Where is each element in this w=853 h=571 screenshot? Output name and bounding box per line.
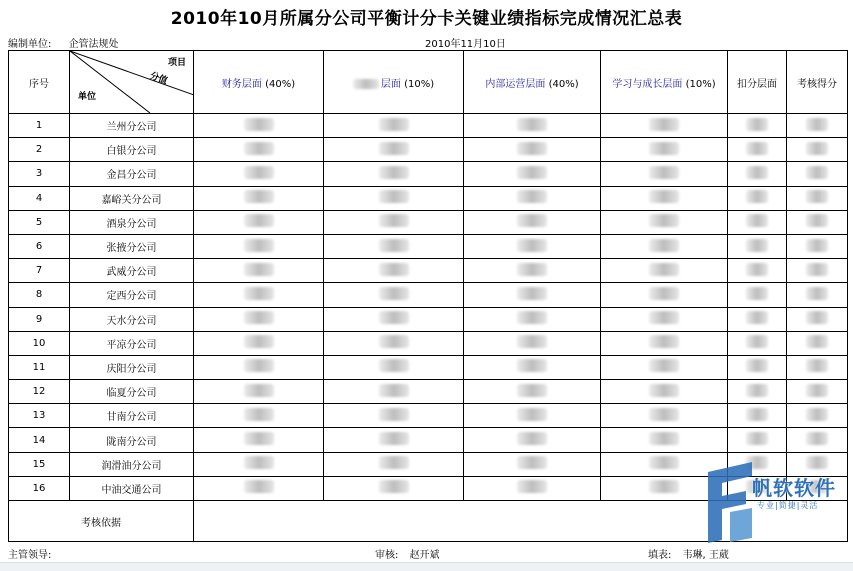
cell-internal: [464, 428, 601, 452]
row-company-name: 张掖分公司: [70, 234, 194, 258]
redacted-value: [379, 456, 409, 469]
preparer-name: 韦琳, 王葳: [682, 550, 729, 561]
footer-reviewer: [375, 546, 440, 561]
cell-deduct: [728, 380, 787, 404]
redacted-value: [517, 214, 547, 227]
redacted-value: [649, 408, 679, 421]
redacted-value: [746, 142, 768, 155]
redacted-value: [649, 166, 679, 179]
cell-customer: [324, 331, 464, 355]
redacted-value: [517, 263, 547, 276]
redacted-value: [649, 190, 679, 203]
cell-internal: [464, 114, 601, 138]
redacted-value: [649, 118, 679, 131]
cell-finance: [194, 355, 324, 379]
cell-finance: [194, 476, 324, 500]
redacted-value: [379, 166, 409, 179]
cell-internal: [464, 307, 601, 331]
redacted-value: [517, 480, 547, 493]
cell-finance: [194, 331, 324, 355]
cell-internal: [464, 283, 601, 307]
cell-internal: [464, 331, 601, 355]
cell-deduct: [728, 210, 787, 234]
cell-deduct: [728, 162, 787, 186]
table-row: [9, 259, 848, 283]
row-seq: 12: [9, 380, 70, 404]
cell-customer: [324, 452, 464, 476]
redacted-value: [746, 359, 768, 372]
row-seq: 11: [9, 355, 70, 379]
cell-score: [787, 138, 848, 162]
cell-customer: [324, 404, 464, 428]
cell-learning: [601, 404, 728, 428]
row-company-name: 兰州分公司: [70, 114, 194, 138]
header-finance-label: 财务层面: [221, 78, 262, 90]
redacted-value: [244, 166, 274, 179]
redacted-value: [517, 142, 547, 155]
header-finance: [194, 51, 324, 114]
cell-learning: [601, 210, 728, 234]
row-seq: 13: [9, 404, 70, 428]
cell-finance: [194, 404, 324, 428]
redacted-value: [649, 214, 679, 227]
row-company-name: 武威分公司: [70, 259, 194, 283]
cell-internal: [464, 259, 601, 283]
redacted-value: [244, 408, 274, 421]
cell-finance: [194, 452, 324, 476]
header-customer: [324, 51, 464, 114]
row-company-name: 中油交通公司: [70, 476, 194, 500]
cell-internal: [464, 380, 601, 404]
table-row: [9, 331, 848, 355]
row-seq: 3: [9, 162, 70, 186]
row-company-name: 天水分公司: [70, 307, 194, 331]
redacted-value: [517, 190, 547, 203]
header-learning: [601, 51, 728, 114]
header-deduct: 扣分层面: [728, 51, 787, 114]
cell-deduct: [728, 307, 787, 331]
redacted-value: [244, 311, 274, 324]
row-company-name: 定西分公司: [70, 283, 194, 307]
corner-label-unit: 单位: [78, 92, 97, 102]
cell-score: [787, 307, 848, 331]
redacted-value: [649, 239, 679, 252]
cell-finance: [194, 186, 324, 210]
cell-customer: [324, 428, 464, 452]
table-row: [9, 210, 848, 234]
row-seq: 1: [9, 114, 70, 138]
redacted-value: [379, 432, 409, 445]
table-row: [9, 307, 848, 331]
redacted-value: [379, 142, 409, 155]
redacted-value: [806, 287, 828, 300]
row-company-name: 平凉分公司: [70, 331, 194, 355]
row-seq: 14: [9, 428, 70, 452]
redacted-value: [379, 118, 409, 131]
cell-learning: [601, 331, 728, 355]
redacted-value: [746, 239, 768, 252]
cell-deduct: [728, 138, 787, 162]
redacted-value: [379, 239, 409, 252]
redacted-value: [244, 287, 274, 300]
cell-score: [787, 380, 848, 404]
header-internal-label: 内部运营层面: [485, 78, 546, 90]
redacted-value: [379, 287, 409, 300]
report-title: 2010年10月所属分公司平衡计分卡关键业绩指标完成情况汇总表: [170, 9, 683, 29]
redacted-value: [649, 335, 679, 348]
reviewer-name: 赵开斌: [409, 550, 440, 561]
redacted-value: [649, 432, 679, 445]
redacted-value: [746, 190, 768, 203]
cell-internal: [464, 234, 601, 258]
row-company-name: 金昌分公司: [70, 162, 194, 186]
row-company-name: 临夏分公司: [70, 380, 194, 404]
table-row: [9, 162, 848, 186]
redacted-value: [649, 142, 679, 155]
redacted-value: [379, 214, 409, 227]
cell-finance: [194, 114, 324, 138]
redacted-value: [517, 166, 547, 179]
redacted-value: [517, 287, 547, 300]
footer-supervisor: 主管领导:: [8, 550, 52, 561]
cell-deduct: [728, 234, 787, 258]
cell-customer: [324, 476, 464, 500]
cell-score: [787, 186, 848, 210]
redacted-value: [649, 480, 679, 493]
cell-deduct: [728, 114, 787, 138]
cell-score: [787, 404, 848, 428]
cell-score: [787, 162, 848, 186]
row-seq: 10: [9, 331, 70, 355]
row-seq: 4: [9, 186, 70, 210]
redacted-value: [517, 456, 547, 469]
row-seq: 6: [9, 234, 70, 258]
assessment-basis-label: 考核依据: [9, 501, 194, 542]
cell-deduct: [728, 331, 787, 355]
cell-internal: [464, 210, 601, 234]
row-company-name: 酒泉分公司: [70, 210, 194, 234]
redacted-value: [517, 384, 547, 397]
table-row: [9, 404, 848, 428]
report-date: 2010年11月10日: [425, 39, 506, 50]
cell-finance: [194, 259, 324, 283]
cell-customer: [324, 162, 464, 186]
redacted-value: [746, 287, 768, 300]
redacted-value: [806, 214, 828, 227]
cell-finance: [194, 210, 324, 234]
cell-score: [787, 259, 848, 283]
cell-finance: [194, 428, 324, 452]
row-seq: 2: [9, 138, 70, 162]
watermark-tagline: 专业|简捷|灵活: [757, 501, 819, 510]
redacted-value: [746, 384, 768, 397]
cell-deduct: [728, 186, 787, 210]
cell-score: [787, 355, 848, 379]
redacted-value: [806, 239, 828, 252]
redacted-value: [649, 263, 679, 276]
cell-finance: [194, 138, 324, 162]
compiling-unit-value: 企管法规处: [68, 39, 119, 50]
header-learning-label: 学习与成长层面: [612, 78, 683, 90]
redacted-value: [244, 214, 274, 227]
cell-score: [787, 234, 848, 258]
corner-label-item: 项目: [168, 58, 187, 68]
cell-deduct: [728, 283, 787, 307]
redacted-value: [649, 456, 679, 469]
redacted-value: [379, 311, 409, 324]
table-row: [9, 380, 848, 404]
table-row: [9, 114, 848, 138]
cell-internal: [464, 138, 601, 162]
redacted-value: [806, 408, 828, 421]
redacted-value: [379, 384, 409, 397]
cell-deduct: [728, 259, 787, 283]
cell-learning: [601, 380, 728, 404]
redacted-mark: [353, 79, 379, 89]
cell-learning: [601, 283, 728, 307]
cell-internal: [464, 476, 601, 500]
cell-customer: [324, 283, 464, 307]
redacted-value: [746, 311, 768, 324]
row-seq: 5: [9, 210, 70, 234]
cell-learning: [601, 186, 728, 210]
cell-learning: [601, 307, 728, 331]
cell-learning: [601, 234, 728, 258]
cell-customer: [324, 355, 464, 379]
cell-score: [787, 114, 848, 138]
redacted-value: [244, 239, 274, 252]
table-row: [9, 186, 848, 210]
cell-internal: [464, 186, 601, 210]
cell-learning: [601, 138, 728, 162]
redacted-value: [244, 456, 274, 469]
redacted-value: [379, 263, 409, 276]
cell-internal: [464, 452, 601, 476]
cell-customer: [324, 186, 464, 210]
watermark-brand: 帆软软件: [752, 476, 836, 500]
redacted-value: [517, 359, 547, 372]
redacted-value: [379, 408, 409, 421]
header-internal: [464, 51, 601, 114]
cell-internal: [464, 404, 601, 428]
redacted-value: [244, 359, 274, 372]
cell-learning: [601, 355, 728, 379]
row-seq: 7: [9, 259, 70, 283]
header-customer-weight: (10%): [404, 78, 435, 90]
redacted-value: [517, 335, 547, 348]
redacted-value: [806, 311, 828, 324]
header-internal-weight: (40%): [548, 78, 579, 90]
redacted-value: [649, 359, 679, 372]
header-finance-weight: (40%): [265, 78, 296, 90]
table-row: [9, 283, 848, 307]
redacted-value: [806, 190, 828, 203]
redacted-value: [379, 359, 409, 372]
cell-learning: [601, 162, 728, 186]
redacted-value: [806, 335, 828, 348]
cell-learning: [601, 259, 728, 283]
redacted-value: [517, 239, 547, 252]
redacted-value: [517, 408, 547, 421]
cell-score: [787, 331, 848, 355]
row-company-name: 嘉峪关分公司: [70, 186, 194, 210]
cell-learning: [601, 114, 728, 138]
row-seq: 16: [9, 476, 70, 500]
compiling-unit-label: 编制单位:: [8, 39, 52, 50]
row-company-name: 甘南分公司: [70, 404, 194, 428]
header-learning-weight: (10%): [685, 78, 716, 90]
redacted-value: [806, 263, 828, 276]
header-seq: 序号: [9, 51, 70, 114]
cell-deduct: [728, 355, 787, 379]
table-row: [9, 355, 848, 379]
redacted-value: [244, 384, 274, 397]
cell-customer: [324, 259, 464, 283]
redacted-value: [244, 118, 274, 131]
cell-finance: [194, 234, 324, 258]
row-company-name: 陇南分公司: [70, 428, 194, 452]
redacted-value: [806, 384, 828, 397]
cell-customer: [324, 114, 464, 138]
redacted-value: [649, 384, 679, 397]
cell-customer: [324, 234, 464, 258]
header-score: 考核得分: [787, 51, 848, 114]
cell-customer: [324, 210, 464, 234]
cell-deduct: [728, 404, 787, 428]
row-seq: 9: [9, 307, 70, 331]
preparer-label: 填表:: [648, 550, 672, 561]
redacted-value: [806, 359, 828, 372]
row-company-name: 润滑油分公司: [70, 452, 194, 476]
redacted-value: [517, 118, 547, 131]
row-seq: 8: [9, 283, 70, 307]
redacted-value: [746, 214, 768, 227]
redacted-value: [517, 311, 547, 324]
redacted-value: [806, 142, 828, 155]
row-company-name: 庆阳分公司: [70, 355, 194, 379]
redacted-value: [649, 287, 679, 300]
row-seq: 15: [9, 452, 70, 476]
redacted-value: [517, 432, 547, 445]
cell-internal: [464, 355, 601, 379]
table-row: [9, 138, 848, 162]
redacted-value: [806, 118, 828, 131]
reviewer-label: 审核:: [375, 550, 399, 561]
redacted-value: [244, 480, 274, 493]
cell-score: [787, 283, 848, 307]
redacted-value: [649, 311, 679, 324]
cell-customer: [324, 307, 464, 331]
redacted-value: [244, 335, 274, 348]
redacted-value: [746, 166, 768, 179]
cell-internal: [464, 162, 601, 186]
row-company-name: 白银分公司: [70, 138, 194, 162]
cell-customer: [324, 380, 464, 404]
cell-score: [787, 210, 848, 234]
redacted-value: [244, 263, 274, 276]
cell-finance: [194, 380, 324, 404]
header-customer-label: 层面: [380, 78, 401, 90]
cell-finance: [194, 307, 324, 331]
redacted-value: [746, 408, 768, 421]
redacted-value: [244, 142, 274, 155]
cell-customer: [324, 138, 464, 162]
cell-finance: [194, 162, 324, 186]
compiling-unit: [8, 35, 119, 50]
cell-finance: [194, 283, 324, 307]
redacted-value: [806, 166, 828, 179]
redacted-value: [746, 335, 768, 348]
table-row: [9, 234, 848, 258]
redacted-value: [379, 480, 409, 493]
redacted-value: [244, 190, 274, 203]
redacted-value: [244, 432, 274, 445]
redacted-value: [746, 263, 768, 276]
corner-label-score: 分值: [148, 71, 169, 87]
header-corner-cell: [70, 51, 194, 114]
redacted-value: [746, 118, 768, 131]
redacted-value: [379, 335, 409, 348]
redacted-value: [379, 190, 409, 203]
